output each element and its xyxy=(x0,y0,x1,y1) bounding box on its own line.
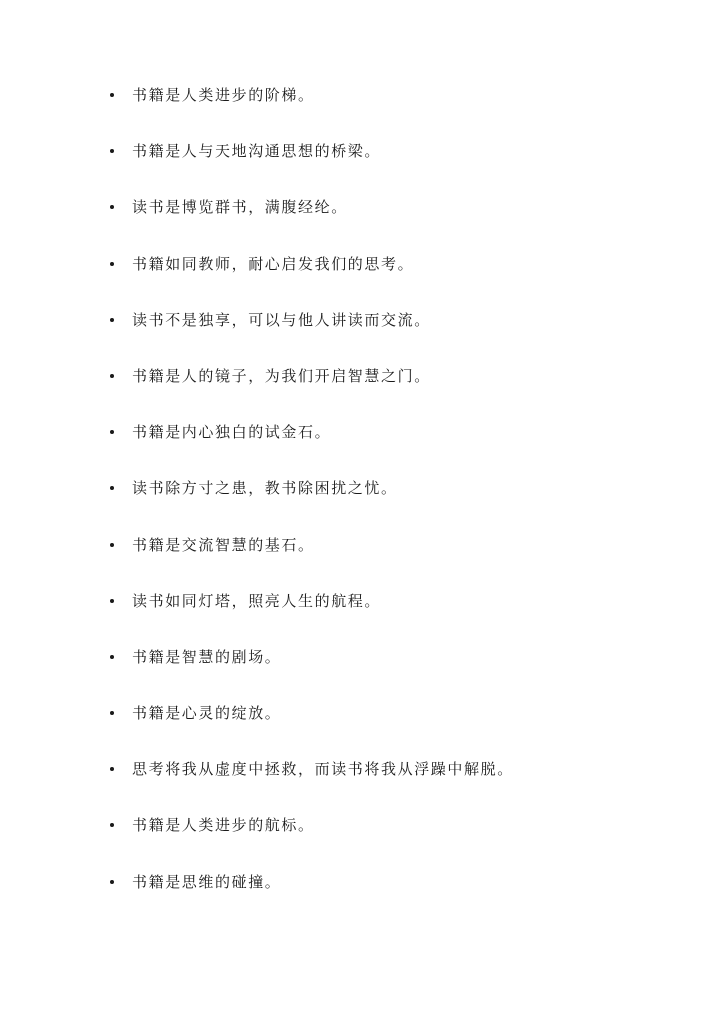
list-item-text: 书籍是人类进步的航标。 xyxy=(132,816,315,835)
bullet-icon xyxy=(108,871,132,884)
list-item-text: 书籍是人类进步的阶梯。 xyxy=(132,86,315,104)
list-item xyxy=(108,758,688,814)
list-item xyxy=(108,140,688,196)
bullet-list xyxy=(108,84,688,927)
list-item xyxy=(108,84,688,140)
bullet-icon xyxy=(108,253,132,266)
list-item xyxy=(108,421,688,477)
list-item-text: 读书除方寸之患，教书除困扰之忧。 xyxy=(132,479,398,498)
list-item-text: 书籍是智慧的剧场。 xyxy=(132,647,282,666)
bullet-icon xyxy=(108,196,132,209)
list-item xyxy=(108,253,688,309)
list-item xyxy=(108,871,688,927)
list-item-text: 读书如同灯塔，照亮人生的航程。 xyxy=(132,591,382,610)
list-item-text: 读书不是独享，可以与他人讲读而交流。 xyxy=(132,310,431,329)
list-item xyxy=(108,309,688,365)
list-item-text: 书籍是人与天地沟通思想的桥梁。 xyxy=(132,142,382,161)
list-item xyxy=(108,646,688,702)
list-item xyxy=(108,477,688,533)
bullet-icon xyxy=(108,84,132,97)
list-item-text: 书籍是内心独白的试金石。 xyxy=(132,423,332,442)
list-item xyxy=(108,196,688,252)
list-item-text: 书籍是心灵的绽放。 xyxy=(132,704,282,723)
bullet-icon xyxy=(108,814,132,827)
bullet-icon xyxy=(108,309,132,322)
bullet-icon xyxy=(108,421,132,434)
list-item xyxy=(108,814,688,870)
bullet-icon xyxy=(108,646,132,659)
list-item-text: 书籍如同教师，耐心启发我们的思考。 xyxy=(132,254,415,273)
bullet-icon xyxy=(108,758,132,771)
list-item xyxy=(108,590,688,646)
list-item xyxy=(108,702,688,758)
list-item-text: 书籍是交流智慧的基石。 xyxy=(132,535,315,554)
bullet-icon xyxy=(108,702,132,715)
list-item-text: 思考将我从虚度中拯救，而读书将我从浮躁中解脱。 xyxy=(132,760,514,779)
list-item xyxy=(108,534,688,590)
bullet-icon xyxy=(108,140,132,153)
bullet-icon xyxy=(108,477,132,490)
list-item-text: 读书是博览群书，满腹经纶。 xyxy=(132,198,348,217)
list-item-text: 书籍是思维的碰撞。 xyxy=(132,872,282,891)
bullet-icon xyxy=(108,590,132,603)
list-item xyxy=(108,365,688,421)
bullet-icon xyxy=(108,365,132,378)
bullet-icon xyxy=(108,534,132,547)
list-item-text: 书籍是人的镜子，为我们开启智慧之门。 xyxy=(132,366,431,385)
